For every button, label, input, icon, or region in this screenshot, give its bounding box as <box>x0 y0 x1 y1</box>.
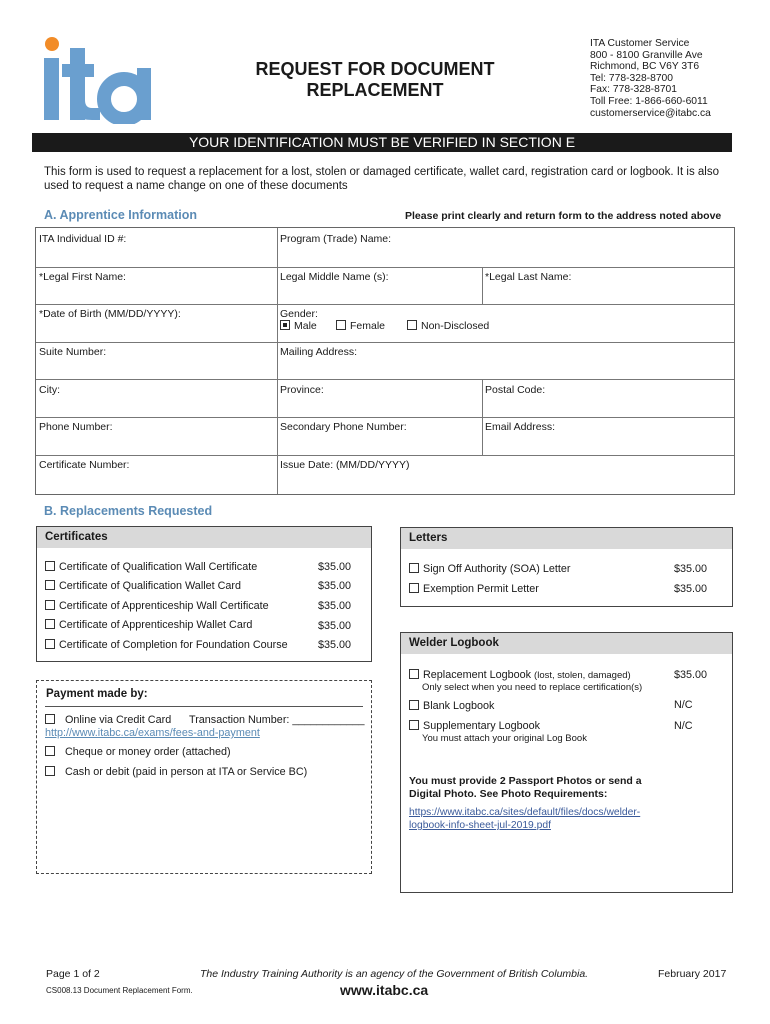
program-name-field[interactable]: Program (Trade) Name: <box>280 233 392 245</box>
checkbox-icon[interactable] <box>45 619 55 629</box>
photo-requirements-link-2[interactable]: logbook-info-sheet-jul-2019.pdf <box>409 820 551 831</box>
mailing-address-field[interactable]: Mailing Address: <box>280 346 358 358</box>
form-date: February 2017 <box>658 968 727 980</box>
gender-female-option[interactable] <box>336 320 385 332</box>
suite-field[interactable]: Suite Number: <box>39 346 107 358</box>
contact-line: Fax: 778-328-8701 <box>590 84 678 96</box>
cert-item-price: $35.00 <box>318 580 352 592</box>
form-id: CS008.13 Document Replacement Form. <box>46 986 193 995</box>
letter-item[interactable] <box>409 583 539 595</box>
gender-female-label: Female <box>350 320 386 332</box>
letter-item-price: $35.00 <box>674 583 708 595</box>
city-field[interactable]: City: <box>39 384 60 396</box>
contact-line: Toll Free: 1-866-660-6011 <box>590 95 708 107</box>
apprentice-info-grid <box>35 227 735 495</box>
cert-item-price: $35.00 <box>318 639 352 651</box>
logbook-blank-option[interactable] <box>409 700 494 712</box>
cert-item[interactable] <box>45 600 269 612</box>
checkbox-icon[interactable] <box>45 714 55 724</box>
gender-male-label: Male <box>294 320 317 332</box>
checkbox-icon[interactable] <box>45 561 55 571</box>
checkbox-icon[interactable] <box>407 320 417 330</box>
logbook-supplementary-label: Supplementary Logbook <box>423 720 541 732</box>
contact-email[interactable]: customerservice@itabc.ca <box>590 107 711 119</box>
middle-name-field[interactable]: Legal Middle Name (s): <box>280 271 389 283</box>
checkbox-icon[interactable] <box>45 766 55 776</box>
letter-item-label: Exemption Permit Letter <box>423 583 539 595</box>
verification-banner: YOUR IDENTIFICATION MUST BE VERIFIED IN SECTION E <box>32 133 732 152</box>
cert-item[interactable] <box>45 561 257 573</box>
province-field[interactable]: Province: <box>280 384 324 396</box>
logbook-blank-price: N/C <box>674 699 693 711</box>
checkbox-icon[interactable] <box>45 639 55 649</box>
secondary-phone-field[interactable]: Secondary Phone Number: <box>280 421 407 433</box>
postal-code-field[interactable]: Postal Code: <box>485 384 546 396</box>
logbook-supplementary-sub: You must attach your original Log Book <box>422 733 587 744</box>
logbook-supplementary-price: N/C <box>674 720 693 732</box>
cert-item-label: Certificate of Apprenticeship Wall Certificate <box>59 600 269 612</box>
cert-item-label: Certificate of Apprenticeship Wallet Card <box>59 619 253 631</box>
logbook-replacement-price: $35.00 <box>674 669 708 681</box>
title-line-2: REPLACEMENT <box>306 80 444 100</box>
first-name-field[interactable]: *Legal First Name: <box>39 271 126 283</box>
checkbox-icon[interactable] <box>336 320 346 330</box>
gender-male-option[interactable] <box>280 320 317 332</box>
logbook-replacement-sub: Only select when you need to replace certification(s) <box>422 682 643 693</box>
letters-box <box>400 527 733 607</box>
fees-payment-link[interactable]: http://www.itabc.ca/exams/fees-and-payment <box>45 727 260 739</box>
gender-nd-label: Non-Disclosed <box>421 320 490 332</box>
payment-cash-option[interactable] <box>45 766 307 778</box>
page-number: Page 1 of 2 <box>46 968 100 980</box>
logbook-replacement-label: Replacement Logbook <box>423 669 532 681</box>
cert-item-price: $35.00 <box>318 600 352 612</box>
cert-item[interactable] <box>45 619 252 631</box>
ita-id-field[interactable]: ITA Individual ID #: <box>39 233 127 245</box>
contact-line: 800 - 8100 Granville Ave <box>590 49 703 61</box>
certificates-title: Certificates <box>37 527 371 548</box>
checkbox-icon[interactable] <box>409 669 419 679</box>
letter-item-label: Sign Off Authority (SOA) Letter <box>423 563 571 575</box>
checkbox-icon[interactable] <box>45 600 55 610</box>
payment-online-label: Online via Credit Card <box>65 714 172 726</box>
last-name-field[interactable]: *Legal Last Name: <box>485 271 572 283</box>
contact-line: ITA Customer Service <box>590 38 690 49</box>
section-a-note: Please print clearly and return form to the address noted above <box>405 210 722 222</box>
checkbox-icon[interactable] <box>45 580 55 590</box>
welder-logbook-box <box>400 632 733 893</box>
checkbox-icon[interactable] <box>409 700 419 710</box>
cert-item[interactable] <box>45 580 241 592</box>
title-line-1: REQUEST FOR DOCUMENT <box>255 59 495 79</box>
phone-field[interactable]: Phone Number: <box>39 421 113 433</box>
contact-block <box>590 38 711 119</box>
intro-text: This form is used to request a replacement for a lost, stolen or damaged certificate, wallet card, registration card or logbook. It is also used to request a name change on one of these documents <box>44 166 719 192</box>
logbook-replacement-note: (lost, stolen, damaged) <box>534 670 631 681</box>
email-field[interactable]: Email Address: <box>485 421 556 433</box>
cert-item[interactable] <box>45 639 288 651</box>
dob-field[interactable]: *Date of Birth (MM/DD/YYYY): <box>39 308 181 320</box>
checkbox-icon[interactable] <box>45 746 55 756</box>
payment-cheque-label: Cheque or money order (attached) <box>65 746 231 758</box>
payment-cheque-option[interactable] <box>45 746 231 758</box>
cert-item-price: $35.00 <box>318 561 352 573</box>
cert-item-label: Certificate of Qualification Wallet Card <box>59 580 242 592</box>
letter-item-price: $35.00 <box>674 563 708 575</box>
payment-cash-label: Cash or debit (paid in person at ITA or Service BC) <box>65 766 308 778</box>
photo-requirements-link-1[interactable]: https://www.itabc.ca/sites/default/files/docs/welder- <box>409 807 641 818</box>
checkbox-icon[interactable] <box>409 720 419 730</box>
section-a-heading: A. Apprentice Information <box>44 208 198 222</box>
certificates-box <box>36 526 372 662</box>
issue-date-field[interactable]: Issue Date: (MM/DD/YYYY) <box>280 459 410 471</box>
cert-item-price: $35.00 <box>318 620 352 632</box>
payment-box <box>36 680 372 874</box>
gender-label: Gender: <box>280 308 318 320</box>
contact-line: Tel: 778-328-8700 <box>590 72 674 84</box>
transaction-number-field[interactable]: Transaction Number: ____________ <box>189 714 365 726</box>
checkbox-icon[interactable] <box>280 320 290 330</box>
letter-item[interactable] <box>409 563 570 575</box>
logo-dot <box>45 37 59 51</box>
certificate-number-field[interactable]: Certificate Number: <box>39 459 130 471</box>
ita-logo <box>40 34 155 124</box>
checkbox-icon[interactable] <box>409 563 419 573</box>
cert-item-label: Certificate of Qualification Wall Certificate <box>59 561 258 573</box>
logbook-title: Welder Logbook <box>401 633 732 654</box>
payment-title: Payment made by: <box>46 688 148 700</box>
letters-title: Letters <box>401 528 732 549</box>
form-title <box>210 59 540 101</box>
logbook-supplementary-option[interactable] <box>409 720 540 732</box>
logbook-replacement-option[interactable] <box>409 669 631 681</box>
website[interactable]: www.itabc.ca <box>340 982 429 998</box>
photo-requirement-note: You must provide 2 Passport Photos or send a Digital Photo. See Photo Requirements: <box>409 775 642 800</box>
cert-item-label: Certificate of Completion for Foundation Course <box>59 639 288 651</box>
agency-statement: The Industry Training Authority is an agency of the Government of British Columbia. <box>200 968 589 980</box>
section-b-heading: B. Replacements Requested <box>44 504 213 518</box>
gender-nd-option[interactable] <box>407 320 489 332</box>
logbook-blank-label: Blank Logbook <box>423 700 495 712</box>
payment-online-option[interactable] <box>45 714 171 726</box>
checkbox-icon[interactable] <box>409 583 419 593</box>
contact-line: Richmond, BC V6Y 3T6 <box>590 61 700 73</box>
